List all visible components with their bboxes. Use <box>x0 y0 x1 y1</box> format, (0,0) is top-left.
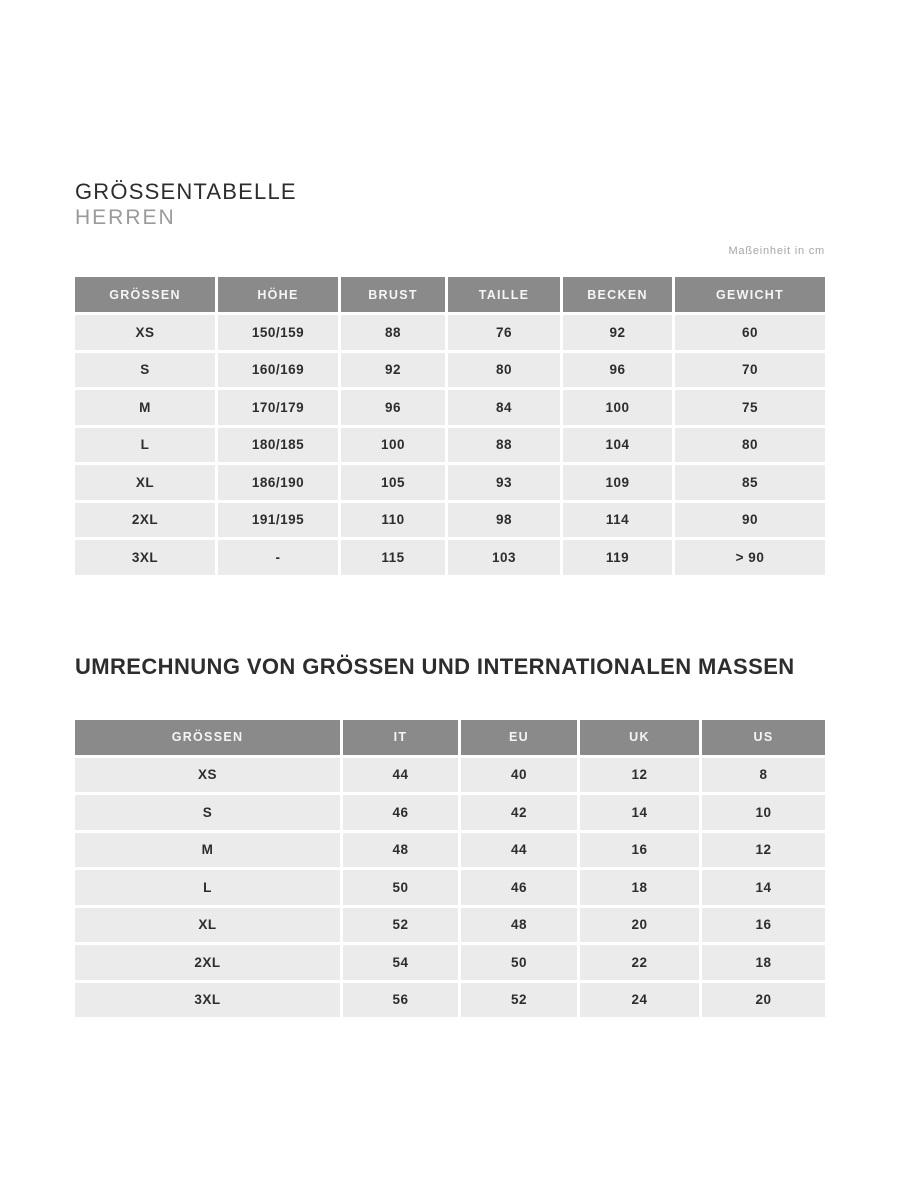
value-cell: 54 <box>343 945 458 980</box>
value-cell: 52 <box>343 908 458 943</box>
value-cell: 160/169 <box>218 353 338 388</box>
value-cell: 100 <box>563 390 672 425</box>
size-label-cell: XS <box>75 758 340 793</box>
value-cell: 98 <box>448 503 560 538</box>
value-cell: - <box>218 540 338 575</box>
unit-note: Maßeinheit in cm <box>728 245 825 257</box>
value-cell: 92 <box>341 353 445 388</box>
page-subtitle: HERREN <box>75 206 176 229</box>
size-label-cell: 3XL <box>75 983 340 1018</box>
value-cell: 8 <box>702 758 825 793</box>
value-cell: 20 <box>580 908 699 943</box>
value-cell: 104 <box>563 428 672 463</box>
value-cell: 18 <box>580 870 699 905</box>
value-cell: 60 <box>675 315 825 350</box>
value-cell: 12 <box>580 758 699 793</box>
column-header: IT <box>343 720 458 755</box>
value-cell: 84 <box>448 390 560 425</box>
value-cell: 75 <box>675 390 825 425</box>
mens-size-table <box>75 277 825 575</box>
value-cell: 40 <box>461 758 577 793</box>
value-cell: 52 <box>461 983 577 1018</box>
value-cell: 48 <box>343 833 458 868</box>
value-cell: 22 <box>580 945 699 980</box>
value-cell: 10 <box>702 795 825 830</box>
column-header: BRUST <box>341 277 445 312</box>
size-label-cell: XS <box>75 315 215 350</box>
value-cell: 46 <box>343 795 458 830</box>
value-cell: 80 <box>675 428 825 463</box>
value-cell: 56 <box>343 983 458 1018</box>
value-cell: 180/185 <box>218 428 338 463</box>
value-cell: 191/195 <box>218 503 338 538</box>
international-conversion-table <box>75 720 825 1018</box>
page-title: GRÖSSENTABELLE <box>75 179 297 204</box>
size-label-cell: L <box>75 870 340 905</box>
column-header: BECKEN <box>563 277 672 312</box>
value-cell: 24 <box>580 983 699 1018</box>
value-cell: 85 <box>675 465 825 500</box>
value-cell: 48 <box>461 908 577 943</box>
value-cell: 96 <box>563 353 672 388</box>
value-cell: 103 <box>448 540 560 575</box>
value-cell: 50 <box>461 945 577 980</box>
column-header: GEWICHT <box>675 277 825 312</box>
value-cell: 186/190 <box>218 465 338 500</box>
value-cell: 93 <box>448 465 560 500</box>
size-label-cell: M <box>75 833 340 868</box>
column-header: HÖHE <box>218 277 338 312</box>
value-cell: 44 <box>461 833 577 868</box>
size-label-cell: S <box>75 353 215 388</box>
value-cell: 88 <box>341 315 445 350</box>
content-container <box>75 0 825 1017</box>
value-cell: 109 <box>563 465 672 500</box>
column-header: TAILLE <box>448 277 560 312</box>
value-cell: 119 <box>563 540 672 575</box>
value-cell: 44 <box>343 758 458 793</box>
value-cell: 114 <box>563 503 672 538</box>
column-header: GRÖSSEN <box>75 277 215 312</box>
value-cell: 96 <box>341 390 445 425</box>
value-cell: 16 <box>580 833 699 868</box>
size-label-cell: 2XL <box>75 503 215 538</box>
value-cell: 20 <box>702 983 825 1018</box>
size-label-cell: L <box>75 428 215 463</box>
value-cell: 76 <box>448 315 560 350</box>
value-cell: 110 <box>341 503 445 538</box>
size-label-cell: 2XL <box>75 945 340 980</box>
size-label-cell: XL <box>75 908 340 943</box>
value-cell: 105 <box>341 465 445 500</box>
value-cell: 18 <box>702 945 825 980</box>
column-header: GRÖSSEN <box>75 720 340 755</box>
value-cell: 14 <box>702 870 825 905</box>
size-label-cell: 3XL <box>75 540 215 575</box>
value-cell: > 90 <box>675 540 825 575</box>
value-cell: 16 <box>702 908 825 943</box>
column-header: US <box>702 720 825 755</box>
value-cell: 42 <box>461 795 577 830</box>
column-header: UK <box>580 720 699 755</box>
value-cell: 100 <box>341 428 445 463</box>
value-cell: 46 <box>461 870 577 905</box>
value-cell: 14 <box>580 795 699 830</box>
value-cell: 88 <box>448 428 560 463</box>
value-cell: 150/159 <box>218 315 338 350</box>
size-label-cell: XL <box>75 465 215 500</box>
value-cell: 92 <box>563 315 672 350</box>
conversion-section-title: UMRECHNUNG VON GRÖSSEN UND INTERNATIONALEN MASSEN <box>75 653 795 679</box>
size-label-cell: M <box>75 390 215 425</box>
value-cell: 50 <box>343 870 458 905</box>
value-cell: 90 <box>675 503 825 538</box>
value-cell: 12 <box>702 833 825 868</box>
column-header: EU <box>461 720 577 755</box>
value-cell: 115 <box>341 540 445 575</box>
value-cell: 170/179 <box>218 390 338 425</box>
value-cell: 80 <box>448 353 560 388</box>
size-label-cell: S <box>75 795 340 830</box>
value-cell: 70 <box>675 353 825 388</box>
